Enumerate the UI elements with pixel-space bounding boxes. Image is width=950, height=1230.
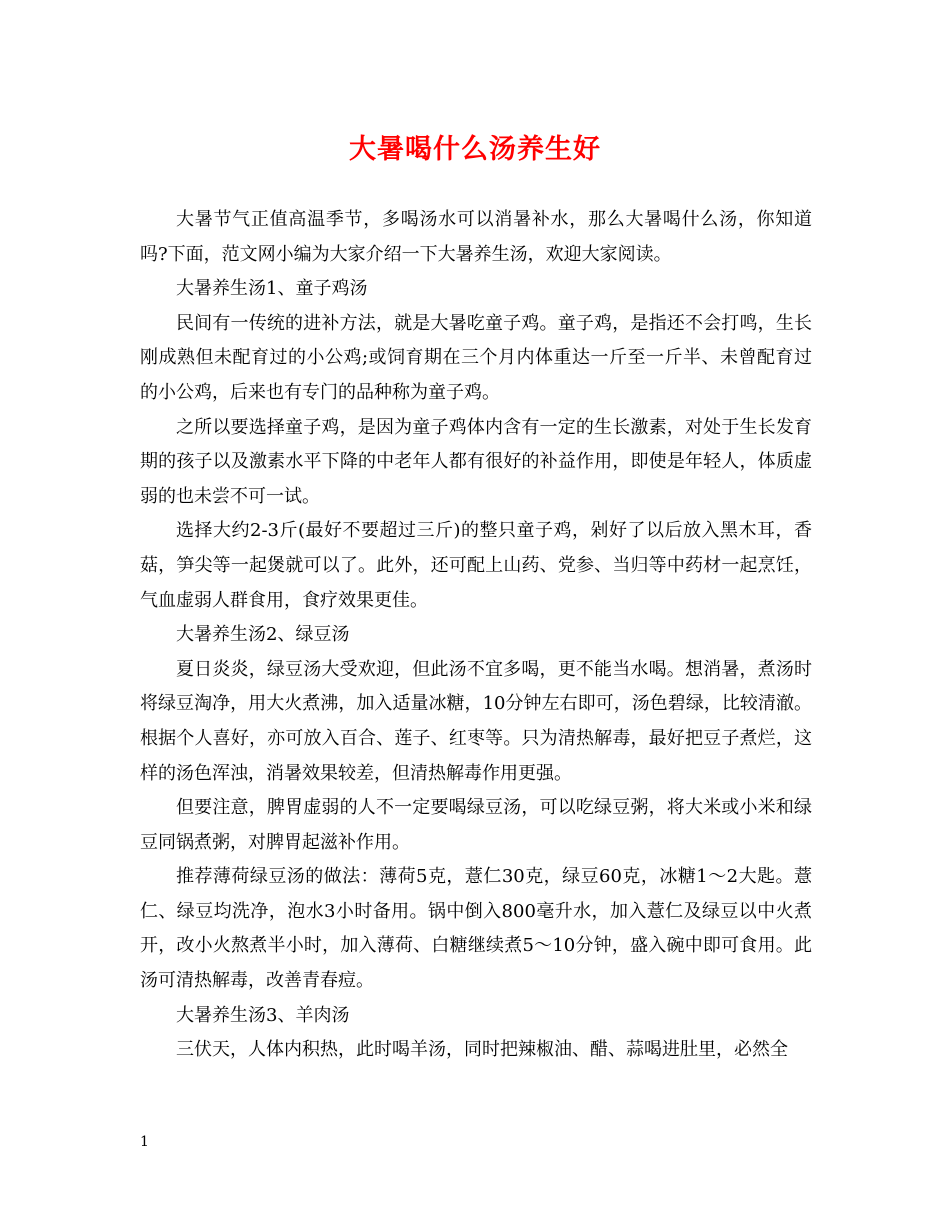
section-heading-3: 大暑养生汤3、羊肉汤 — [176, 1004, 350, 1026]
paragraph: 但要注意，脾胃虚弱的人不一定要喝绿豆汤，可以吃绿豆粥，将大米或小米和绿豆同锅煮粥，对脾胃起滋补作用。 — [140, 797, 812, 853]
paragraph: 民间有一传统的进补方法，就是大暑吃童子鸡。童子鸡，是指还不会打鸣，生长刚成熟但未配育过的小公鸡;或饲育期在三个月内体重达一斤至一斤半、未曾配育过的小公鸡，后来也有专门的品种称为童子鸡。 — [140, 312, 812, 403]
paragraph: 选择大约2-3斤(最好不要超过三斤)的整只童子鸡，剁好了以后放入黑木耳，香菇，笋尖等一起煲就可以了。此外，还可配上山药、党参、当归等中药材一起烹饪，气血虚弱人群食用，食疗效果更佳。 — [140, 520, 812, 611]
document-body — [140, 203, 812, 1068]
page-number: 1 — [140, 1134, 149, 1150]
paragraph: 之所以要选择童子鸡，是因为童子鸡体内含有一定的生长激素，对处于生长发育期的孩子以及激素水平下降的中老年人都有很好的补益作用，即使是年轻人，体质虚弱的也未尝不可一试。 — [140, 416, 812, 507]
paragraph-intro: 大暑节气正值高温季节，多喝汤水可以消暑补水，那么大暑喝什么汤，你知道吗?下面，范文网小编为大家介绍一下大暑养生汤，欢迎大家阅读。 — [140, 209, 812, 265]
paragraph: 三伏天，人体内积热，此时喝羊汤，同时把辣椒油、醋、蒜喝进肚里，必然全 — [176, 1039, 788, 1061]
paragraph: 推荐薄荷绿豆汤的做法：薄荷5克，薏仁30克，绿豆60克，冰糖1～2大匙。薏仁、绿豆均洗净，泡水3小时备用。锅中倒入800毫升水，加入薏仁及绿豆以中火煮开，改小火熬煮半小时，加入薄荷、白糖继续煮5～10分钟，盛入碗中即可食用。此汤可清热解毒，改善青春痘。 — [140, 866, 812, 992]
paragraph: 夏日炎炎，绿豆汤大受欢迎，但此汤不宜多喝，更不能当水喝。想消暑，煮汤时将绿豆淘净，用大火煮沸，加入适量冰糖，10分钟左右即可，汤色碧绿，比较清澈。根据个人喜好，亦可放入百合、莲子、红枣等。只为清热解毒，最好把豆子煮烂，这样的汤色浑浊，消暑效果较差，但清热解毒作用更强。 — [140, 658, 812, 784]
section-heading-2: 大暑养生汤2、绿豆汤 — [176, 624, 350, 646]
section-heading-1: 大暑养生汤1、童子鸡汤 — [176, 278, 368, 300]
document-title: 大暑喝什么汤养生好 — [349, 134, 601, 165]
